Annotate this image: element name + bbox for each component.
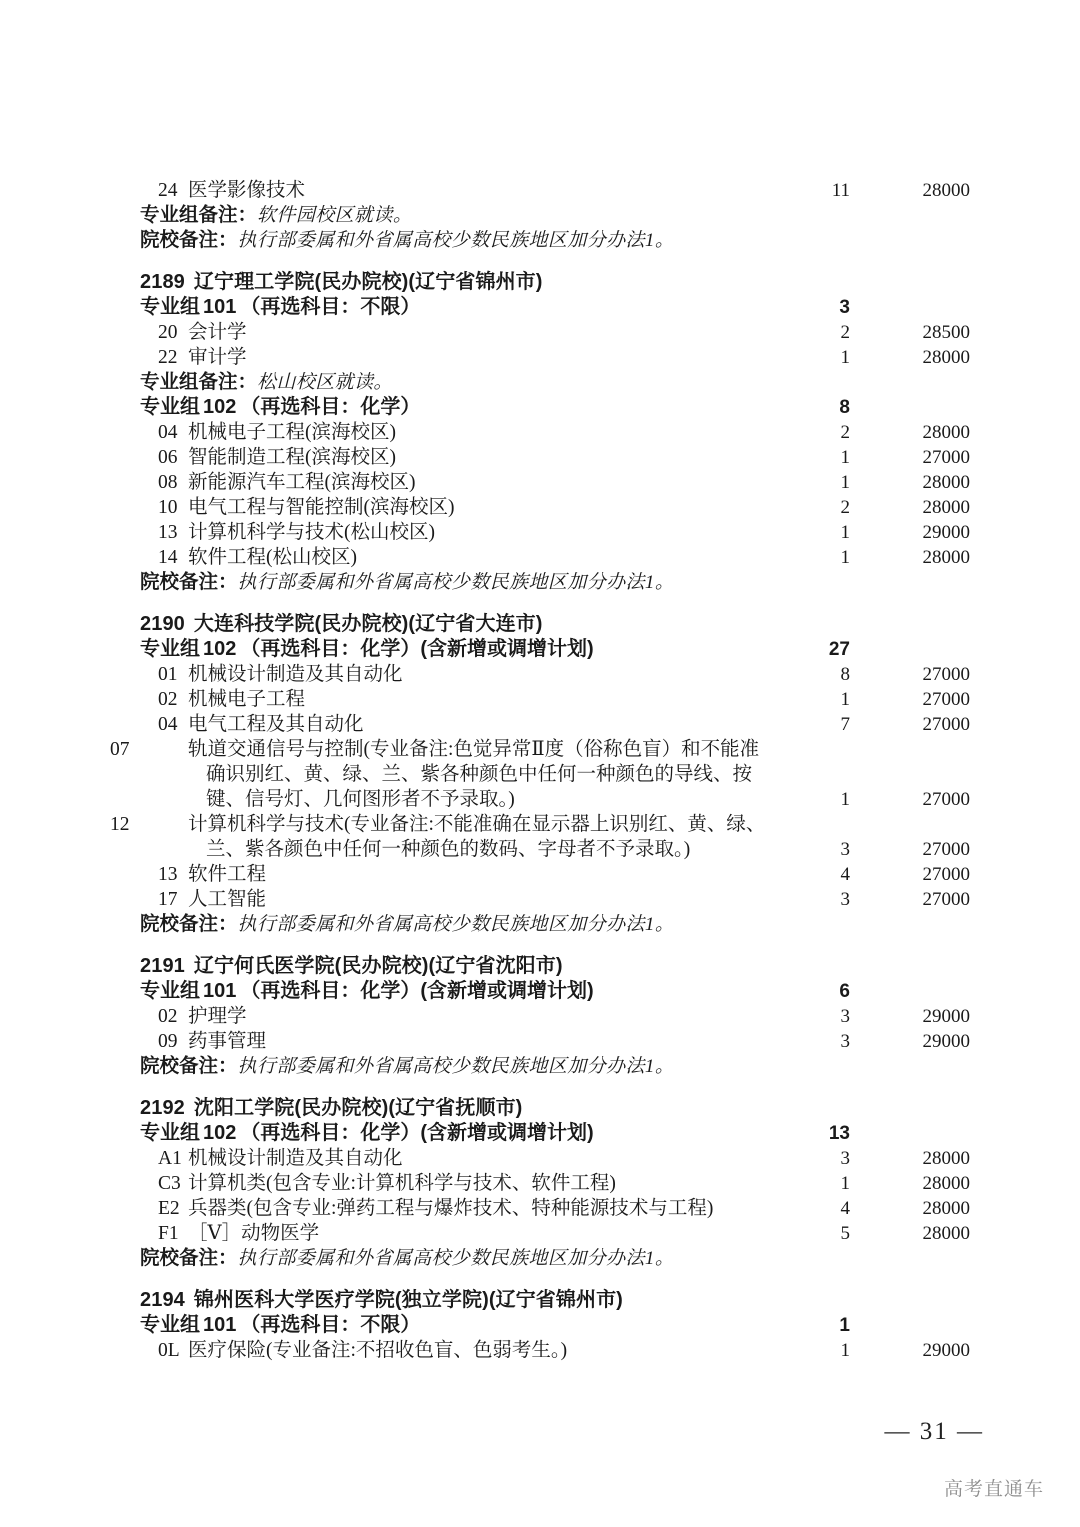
- program-name: 轨道交通信号与控制(专业备注:色觉异常Ⅱ度（俗称色盲）和不能准确识别红、黄、绿、兰、紫各种颜色中任何一种颜色的导线、按键、信号灯、几何图形者不予录取。): [188, 739, 760, 810]
- major-group-code: 102: [203, 396, 237, 418]
- program-row: [140, 662, 970, 687]
- major-group-detail: （再选科目：化学）(含新增或调增计划): [240, 1122, 594, 1144]
- remark-value: 执行部委属和外省属高校少数民族地区加分办法1。: [237, 230, 675, 251]
- tuition-fee: 29000: [922, 1031, 970, 1052]
- program-row: [140, 1221, 970, 1246]
- program-row: [140, 712, 970, 737]
- program-row: [140, 420, 970, 445]
- program-code: 06: [158, 447, 178, 468]
- program-row: [140, 545, 970, 570]
- section-gap: [140, 595, 970, 612]
- plan-count: 2: [840, 322, 850, 343]
- tuition-fee: 28000: [922, 1223, 970, 1244]
- remark-text: [140, 912, 970, 937]
- tuition-fee: 29000: [922, 522, 970, 543]
- section-gap: [140, 253, 970, 270]
- program-row: [140, 1171, 970, 1196]
- program-row: [140, 1196, 970, 1221]
- major-group-code: 101: [203, 980, 237, 1002]
- plan-count: 11: [831, 180, 850, 201]
- remark-value: 执行部委属和外省属高校少数民族地区加分办法1。: [237, 914, 675, 935]
- major-group-label: 专业组: [140, 296, 200, 318]
- plan-count: 1: [840, 347, 850, 368]
- remark-label: 院校备注：: [140, 1247, 238, 1269]
- major-group-detail: （再选科目：不限）: [240, 296, 421, 318]
- remark-text: [140, 1246, 970, 1271]
- plan-count: 1: [840, 522, 850, 543]
- program-row: [140, 1004, 970, 1029]
- program-code: 04: [158, 714, 178, 735]
- remark-label: 专业组备注：: [140, 371, 258, 393]
- program-row: [140, 1146, 970, 1171]
- program-row: [140, 495, 970, 520]
- program-name: 机械电子工程(滨海校区): [188, 422, 396, 443]
- major-group-detail: （再选科目：化学）(含新增或调增计划): [240, 980, 594, 1002]
- major-group-heading: [140, 395, 970, 420]
- major-group-label: 专业组: [140, 396, 200, 418]
- plan-count: 2: [840, 497, 850, 518]
- major-group-label: 专业组: [140, 1314, 200, 1336]
- program-name: 电气工程及其自动化: [188, 714, 364, 735]
- plan-count: 4: [840, 1198, 850, 1219]
- school-code: 2191: [140, 955, 185, 977]
- plan-count: 13: [828, 1123, 850, 1144]
- plan-count: 7: [840, 714, 850, 735]
- program-code: 07: [110, 739, 130, 760]
- plan-count: 8: [839, 397, 850, 418]
- school-code: 2189: [140, 271, 185, 293]
- remark-label: 院校备注：: [140, 1055, 238, 1077]
- tuition-fee: 28000: [922, 1198, 970, 1219]
- plan-count: 1: [840, 1340, 850, 1361]
- tuition-fee: 29000: [922, 1006, 970, 1027]
- program-code: 22: [158, 347, 178, 368]
- remark-row: [140, 570, 970, 595]
- plan-count: 6: [839, 981, 850, 1002]
- plan-count: 3: [839, 297, 850, 318]
- plan-count: 1: [840, 472, 850, 493]
- program-row: [140, 520, 970, 545]
- school-name: 大连科技学院(民办院校)(辽宁省大连市): [193, 613, 543, 635]
- tuition-fee: 28000: [922, 422, 970, 443]
- school-heading-text: [140, 612, 970, 637]
- remark-row: [140, 1054, 970, 1079]
- program-name: 计算机科学与技术(专业备注:不能准确在显示器上识别红、黄、绿、兰、紫各颜色中任何一种颜色的数码、字母者不予录取。): [188, 814, 766, 860]
- program-code: 24: [158, 180, 178, 201]
- major-group-code: 102: [203, 1122, 237, 1144]
- tuition-fee: 27000: [922, 839, 970, 860]
- remark-text: [140, 203, 970, 228]
- plan-count: 1: [840, 689, 850, 710]
- program-name: ［Ⅴ］动物医学: [188, 1223, 320, 1244]
- school-heading-text: [140, 1096, 970, 1121]
- program-name: 机械电子工程: [188, 689, 306, 710]
- school-name: 辽宁何氏医学院(民办院校)(辽宁省沈阳市): [193, 955, 563, 977]
- program-code: 0L: [158, 1340, 180, 1361]
- remark-value: 执行部委属和外省属高校少数民族地区加分办法1。: [237, 572, 675, 593]
- tuition-fee: 27000: [922, 889, 970, 910]
- program-code: 17: [158, 889, 178, 910]
- program-code: 13: [158, 864, 178, 885]
- tuition-fee: 27000: [922, 864, 970, 885]
- program-name: 机械设计制造及其自动化: [188, 664, 403, 685]
- program-name: 医学影像技术: [188, 180, 306, 201]
- catalog-body: [110, 178, 970, 1363]
- program-name: 软件工程(松山校区): [188, 547, 357, 568]
- remark-value: 执行部委属和外省属高校少数民族地区加分办法1。: [237, 1248, 675, 1269]
- remark-row: [140, 1246, 970, 1271]
- program-code: 02: [158, 689, 178, 710]
- program-name: 药事管理: [188, 1031, 267, 1052]
- program-row: [140, 887, 970, 912]
- program-code: F1: [158, 1223, 179, 1244]
- plan-count: 1: [840, 547, 850, 568]
- plan-count: 3: [840, 1148, 850, 1169]
- program-name: 人工智能: [188, 889, 267, 910]
- major-group-heading: [140, 295, 970, 320]
- program-code: 01: [158, 664, 178, 685]
- tuition-fee: 28000: [922, 1148, 970, 1169]
- tuition-fee: 27000: [922, 714, 970, 735]
- program-code: 13: [158, 522, 178, 543]
- major-group-label: 专业组: [140, 1122, 200, 1144]
- section-gap: [140, 1271, 970, 1288]
- program-row: [140, 445, 970, 470]
- remark-row: [140, 228, 970, 253]
- remark-label: 院校备注：: [140, 571, 238, 593]
- major-group-heading: [140, 1313, 970, 1338]
- program-name: 智能制造工程(滨海校区): [188, 447, 396, 468]
- program-code: 08: [158, 472, 178, 493]
- program-name: 审计学: [188, 347, 247, 368]
- tuition-fee: 28000: [922, 347, 970, 368]
- plan-count: 8: [840, 664, 850, 685]
- program-name: 机械设计制造及其自动化: [188, 1148, 403, 1169]
- plan-count: 1: [840, 1173, 850, 1194]
- tuition-fee: 27000: [922, 789, 970, 810]
- remark-label: 院校备注：: [140, 229, 238, 251]
- major-group-code: 102: [203, 638, 237, 660]
- program-code: 09: [158, 1031, 178, 1052]
- tuition-fee: 28000: [922, 497, 970, 518]
- plan-count: 1: [839, 1315, 850, 1336]
- plan-count: 4: [840, 864, 850, 885]
- program-code: C3: [158, 1173, 181, 1194]
- plan-count: 3: [840, 889, 850, 910]
- remark-value: 松山校区就读。: [257, 372, 393, 393]
- school-heading: [140, 270, 970, 295]
- tuition-fee: 27000: [922, 664, 970, 685]
- remark-row: [140, 370, 970, 395]
- school-name: 沈阳工学院(民办院校)(辽宁省抚顺市): [193, 1097, 523, 1119]
- major-group-detail: （再选科目：化学）: [240, 396, 421, 418]
- plan-count: 1: [840, 789, 850, 810]
- remark-label: 专业组备注：: [140, 204, 258, 226]
- remark-text: [140, 370, 970, 395]
- school-code: 2192: [140, 1097, 185, 1119]
- program-code: E2: [158, 1198, 180, 1219]
- program-name: 护理学: [188, 1006, 247, 1027]
- program-name: 医疗保险(专业备注:不招收色盲、色弱考生。): [188, 1340, 568, 1361]
- program-name: 计算机科学与技术(松山校区): [188, 522, 435, 543]
- tuition-fee: 28000: [922, 472, 970, 493]
- remark-text: [140, 570, 970, 595]
- program-name: 兵器类(包含专业:弹药工程与爆炸技术、特种能源技术与工程): [188, 1198, 714, 1219]
- remark-row: [140, 203, 970, 228]
- program-code: 04: [158, 422, 178, 443]
- watermark: 高考直通车: [943, 1479, 1044, 1500]
- program-row: [140, 345, 970, 370]
- remark-value: 执行部委属和外省属高校少数民族地区加分办法1。: [237, 1056, 675, 1077]
- plan-count: 3: [840, 1006, 850, 1027]
- program-code: 14: [158, 547, 178, 568]
- major-group-detail: （再选科目：化学）(含新增或调增计划): [240, 638, 594, 660]
- program-name: 电气工程与智能控制(滨海校区): [188, 497, 455, 518]
- program-row: [140, 1029, 970, 1054]
- school-heading-text: [140, 1288, 970, 1313]
- program-row: [110, 812, 970, 862]
- remark-text: [140, 1054, 970, 1079]
- tuition-fee: 28000: [922, 1173, 970, 1194]
- program-name: 软件工程: [188, 864, 267, 885]
- major-group-code: 101: [203, 296, 237, 318]
- program-name: 会计学: [188, 322, 247, 343]
- remark-value: 软件园校区就读。: [257, 205, 413, 226]
- school-heading: [140, 612, 970, 637]
- plan-count: 2: [840, 422, 850, 443]
- section-gap: [140, 1079, 970, 1096]
- major-group-heading: [140, 637, 970, 662]
- remark-row: [140, 912, 970, 937]
- school-code: 2194: [140, 1289, 185, 1311]
- school-heading: [140, 954, 970, 979]
- remark-label: 院校备注：: [140, 913, 238, 935]
- major-group-label: 专业组: [140, 980, 200, 1002]
- school-name: 辽宁理工学院(民办院校)(辽宁省锦州市): [193, 271, 543, 293]
- program-code: 20: [158, 322, 178, 343]
- tuition-fee: 27000: [922, 689, 970, 710]
- plan-count: 1: [840, 447, 850, 468]
- section-gap: [140, 937, 970, 954]
- tuition-fee: 27000: [922, 447, 970, 468]
- tuition-fee: 29000: [922, 1340, 970, 1361]
- major-group-label: 专业组: [140, 638, 200, 660]
- program-code: 10: [158, 497, 178, 518]
- plan-count: 5: [840, 1223, 850, 1244]
- program-name: 新能源汽车工程(滨海校区): [188, 472, 416, 493]
- plan-count: 3: [840, 839, 850, 860]
- major-group-heading: [140, 979, 970, 1004]
- tuition-fee: 28500: [922, 322, 970, 343]
- program-name: 计算机类(包含专业:计算机科学与技术、软件工程): [188, 1173, 616, 1194]
- school-code: 2190: [140, 613, 185, 635]
- program-row: [140, 470, 970, 495]
- major-group-detail: （再选科目：不限）: [240, 1314, 421, 1336]
- program-row: [140, 320, 970, 345]
- school-heading: [140, 1096, 970, 1121]
- program-row: [140, 862, 970, 887]
- program-code: A1: [158, 1148, 182, 1169]
- tuition-fee: 28000: [922, 180, 970, 201]
- major-group-code: 101: [203, 1314, 237, 1336]
- major-group-heading: [140, 1121, 970, 1146]
- program-code: 02: [158, 1006, 178, 1027]
- plan-count: 27: [828, 639, 850, 660]
- program-row: [140, 687, 970, 712]
- page-number: — 31 —: [884, 1418, 984, 1445]
- program-row: [140, 1338, 970, 1363]
- program-row: [110, 737, 970, 812]
- school-heading-text: [140, 270, 970, 295]
- program-code: 12: [110, 814, 130, 835]
- school-heading: [140, 1288, 970, 1313]
- program-row: [140, 178, 970, 203]
- school-name: 锦州医科大学医疗学院(独立学院)(辽宁省锦州市): [193, 1289, 623, 1311]
- school-heading-text: [140, 954, 970, 979]
- remark-text: [140, 228, 970, 253]
- plan-count: 3: [840, 1031, 850, 1052]
- tuition-fee: 28000: [922, 547, 970, 568]
